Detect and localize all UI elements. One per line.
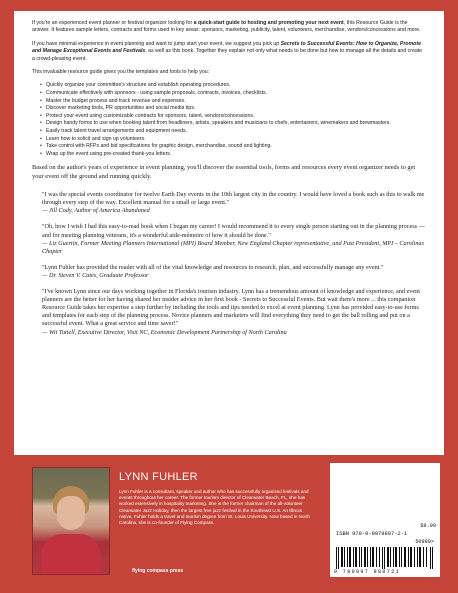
author-photo-shirt [41, 534, 101, 574]
price-label: $9.99 [420, 523, 436, 529]
publisher-logo: flying compass press [132, 568, 184, 574]
testimonial-attribution: — Dr. Steven V. Cates, Graduate Professor [42, 271, 149, 279]
list-item: • Easily track talent travel arrangements and equipment needs. [40, 128, 426, 136]
intro-highlight: a quick-start guide to hosting and promoting your next event [193, 20, 344, 26]
barcode-icon [336, 547, 434, 569]
testimonial-text: "Oh, how I wish I had this easy-to-read book when I began my career! I would recommend it to every single person starting out in the planning process — and for meeting planning veterans, it's a wonderful aide-mémoire of how it should be done." [42, 223, 425, 239]
testimonial-text: "I was the special events coordinator for twelve Earth Day events in the 10th largest city in the country. I would have loved a book such as this to walk me through every step of the way. Excellent manual for a small or large event." [42, 191, 425, 207]
testimonial [42, 264, 426, 280]
testimonial-attribution: — Jill Cody, Author of America Abandoned [42, 207, 150, 215]
testimonial-text: "Lynn Fuhler has provided the reader with all of the vital knowledge and resources to research, plan, and successfully manage any event." [42, 263, 384, 271]
list-item: • Master the budget process and track revenue and expenses. [40, 98, 426, 106]
author-photo [32, 467, 110, 575]
barcode-box [330, 463, 440, 577]
list-item: • Quickly organize your committee's structure and establish operating procedures. [40, 82, 426, 90]
testimonial [42, 288, 426, 337]
author-section [14, 461, 444, 585]
intro-paragraph-2: If you have minimal experience in event planning and want to jump start your event, we suggest you pick up Secrets to Successful Events: How to Organize, Promote and Manage Exceptional Events and Festivals, as well as this book. Together they explain not only what needs to be done but how to manage all the details and create a crowd-pleasing event. [32, 40, 423, 62]
list-item: • Take control with RFPs and bid specifications for graphic design, merchandise, sound and lighting. [40, 143, 426, 151]
feature-list [32, 82, 426, 158]
isbn-label: ISBN 978-0-9979807-2-1 [336, 531, 408, 537]
testimonial-attribution: — Liz Guertin, Former Meeting Planners International (MPI) Board Member, New England Chapter representative, and Past President, MPI – Carolinas Chapter [42, 239, 424, 255]
author-photo-face [57, 496, 85, 530]
list-item: • Protect your event using customizable contracts for sponsors, talent, vendors/concessions. [40, 113, 426, 121]
intro-paragraph-1: If you're an experienced event planner or festival organizer looking for a quick-start guide to hosting and promoting your next event, this Resource Guide is the answer. It features sample letters, contracts and forms used in key areas: sponsors, marketing, publicity, talent, volunteers, merchandise, vendors/concessions and more. [32, 20, 421, 34]
companion-book-title: Secrets to Successful Events: How to Organize, Promote and Manage Exceptional Events and Festivals [32, 40, 421, 55]
testimonial-text: "I've known Lynn since our days working together in Florida's tourism industry. Lynn has a tremendous amount of knowledge and experience, and event planners are the better for her having shared her insider advice in her first book - Secrets to Successful Events. But wait there's more ... this companion Resource Guide takes her expertise a step further by including the tools and tips needed to excel at event planning. Lynn has provided easy-to-use forms and templates for each step of the planning process. Novice planners and marketers will find everything they need to get the ball rolling and put on a successful event. What a great service and time saver!" [42, 288, 420, 328]
closing-paragraph: Based on the author's years of experience in event planning, you'll discover the essential tools, forms and resources every event organizer needs to get your event off the ground and running quickly. [32, 164, 416, 180]
list-item: • Learn how to solicit and sign up volunteers. [40, 136, 426, 144]
testimonial-attribution: — Wit Tuttell, Executive Director, Visit NC, Economic Development Partnership of North Carolina [42, 328, 287, 336]
testimonial [42, 223, 426, 255]
description-panel [14, 11, 444, 455]
author-name: LYNN FUHLER [119, 471, 198, 483]
list-item: • Discover marketing tools, PR opportunities and social media tips. [40, 105, 426, 113]
testimonial [42, 191, 426, 215]
list-item: • Design handy forms to use when booking talent from headliners, artists, speakers and musicians to chefs, entertainers, winemakers and brewmasters. [40, 120, 426, 128]
author-bio: Lynn Fuhler is a consultant, speaker and author who has successfully organized festivals and events throughout her career. The former tourism director of Clearwater Beach, FL, she has worked extensively in hospitality marketing. She is the former chairman of the all-volunteer Clearwater Jazz Holiday, then the largest free jazz festival in the Southeast U.S. An Illinois native, Fuhler holds a travel and tourism degree from St. Louis University. Now based in North Carolina, she is co-founder of Flying Compass. [119, 489, 310, 526]
barcode-digits: 9 780997 980721 [334, 569, 401, 575]
list-item: • Communicate effectively with sponsors - using sample proposals, contracts, invoices, checklists. [40, 90, 426, 98]
price-code: 50999> [415, 539, 434, 545]
intro-paragraph-3: This invaluable resource guide gives you the templates and tools to help you: [32, 69, 210, 76]
list-item: • Wrap up the event using pre-created thank-you letters. [40, 151, 426, 159]
